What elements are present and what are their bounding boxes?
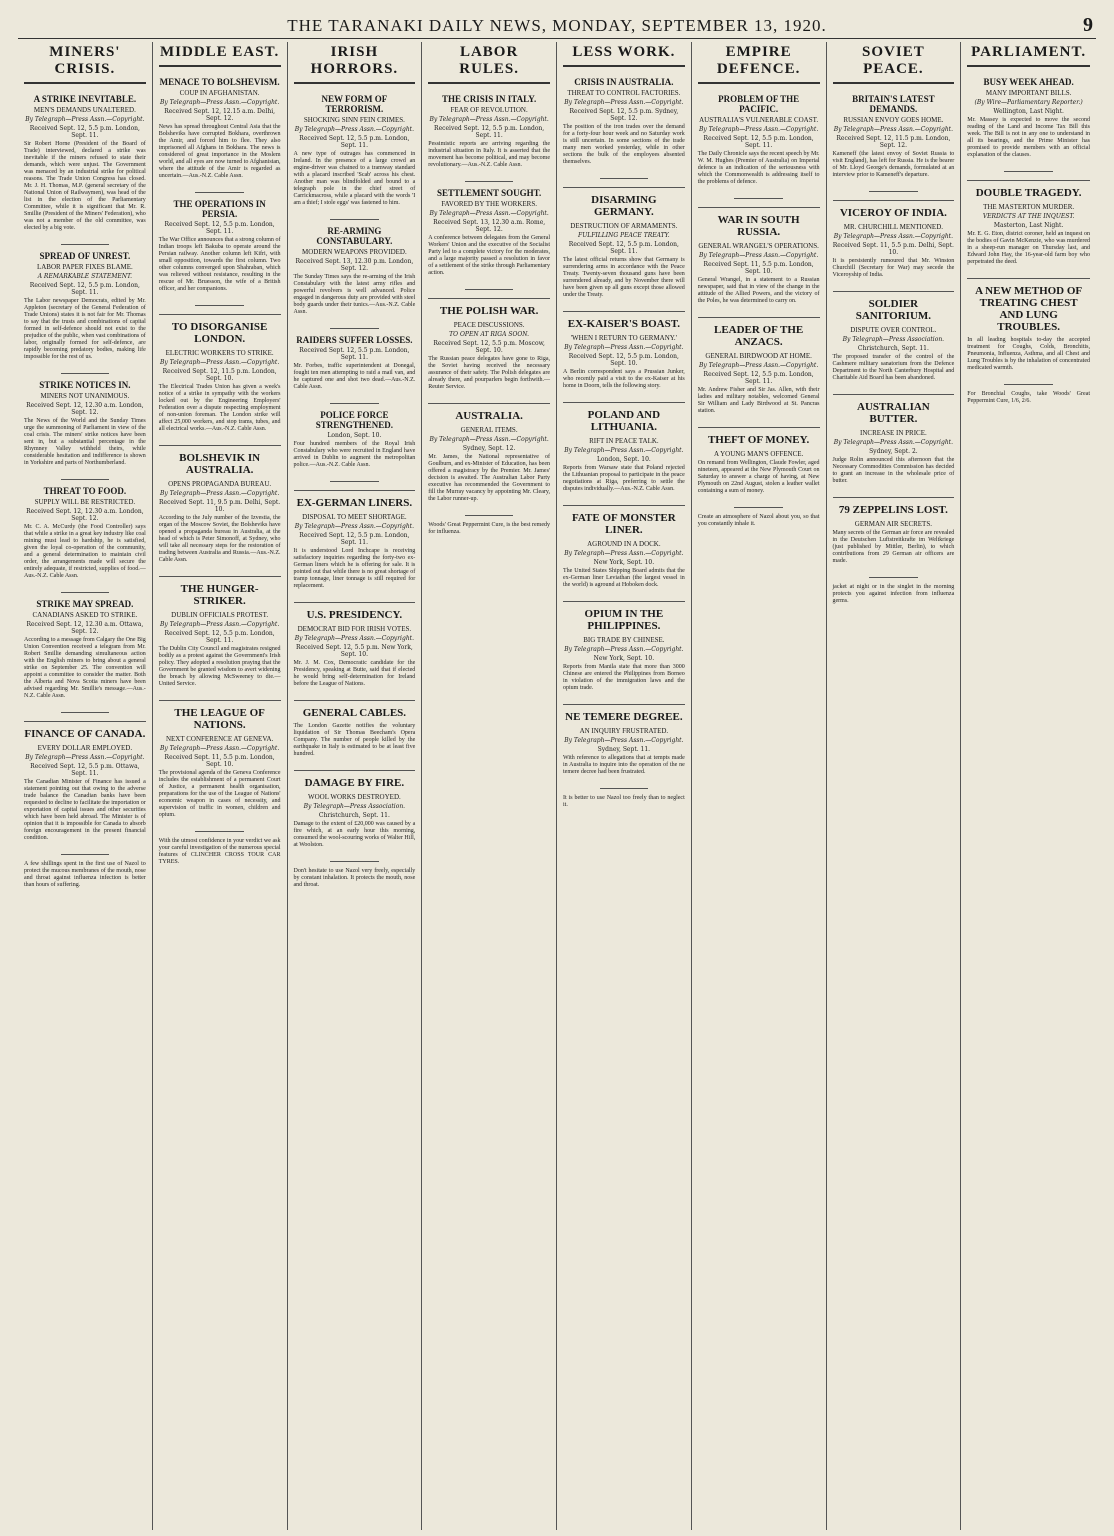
article-title: A STRIKE INEVITABLE. (33, 94, 137, 104)
article-body: Kameneff (the latest envoy of Soviet Russia to visit England), has left for Russia. He is the bearer of Mr. Lloyd George's demands, formulated at an interview prior to Kameneff's departure. (832, 151, 955, 178)
article-subheading: MODERN WEAPONS PROVIDED. (302, 248, 407, 256)
article-body: Sir Robert Horne (President of the Board of Trade) interviewed, declared a strike was inevitable if the miners refused to state their demands, which were unjust. The Government was menaced by an industrial strike for political reasons. The Trade Union Congress has closed. Mr. J. H. Thomas, M.P. (general secretary of the National Union of Railwaymen), was head of the list in the election of the Parliamentary Committee, while it is significant that Mr. R. Smillie (President of the Miners' Federation), who was not a member of the old committee, was elected by a big vote. (24, 141, 146, 231)
section (833, 394, 955, 485)
section-subheading: RIFT IN PEACE TALK. (589, 437, 659, 445)
section-dateline: Christchurch, Sept. 11. (318, 812, 390, 819)
section-byline: By Telegraph—Press Assn.—Copyright. (25, 754, 145, 761)
section (833, 200, 955, 279)
section-byline: By Telegraph—Press Assn.—Copyright. (564, 737, 684, 744)
section-subheading: WOOL WORKS DESTROYED. (308, 793, 401, 801)
article (159, 77, 281, 180)
article-dateline: Received Sept. 12, 11.5 p.m. London, Sept. 12. (836, 135, 951, 149)
section-subheading: GERMAN AIR SECRETS. (854, 520, 932, 528)
column (18, 42, 153, 1530)
section-heading: WAR IN SOUTH RUSSIA. (698, 207, 820, 238)
article-byline: By Telegraph—Press Assn.—Copyright. (429, 116, 549, 123)
article-title: SPREAD OF UNREST. (39, 251, 131, 261)
article-byline: By Telegraph—Press Assn.—Copyright. (159, 99, 280, 106)
section-body: A Berlin correspondent says a Prussian Junker, who recently paid a visit to the ex-Kaiser at his home in Doorn, tells the following story. (563, 369, 685, 389)
section-heading: EX-GERMAN LINERS. (294, 490, 416, 509)
article-byline: By Telegraph—Press Assn.—Copyright. (833, 126, 954, 133)
section-dateline: London, Sept. 10. (596, 456, 651, 463)
section-body: Reports from Manila state that more than 3000 Chinese are entered the Philippines from Borneo in violation of the immigration laws and the opium trade. (563, 664, 685, 691)
article-subheading: FAVORED BY THE WORKERS. (441, 200, 537, 208)
section-heading: FATE OF MONSTER LINER. (563, 505, 685, 536)
column-heading: LABOR RULES. (428, 42, 550, 84)
section (563, 601, 685, 692)
section (698, 317, 820, 415)
section (563, 402, 685, 493)
article-divider (330, 219, 379, 220)
article-title: BRITAIN'S LATEST DEMANDS. (852, 94, 935, 114)
article-body: A new type of outrages has commenced in Ireland. In the presence of a large crowd an engine-driver was chained to a tramway standard with a placard inscribed 'Scab' across his chest. Another man was blindfolded and bound to a telegraph pole in the chief street of Carrickmacross, while a placard with the words 'I am a thief; I stole eggs' was fastened to him. (293, 151, 416, 206)
section-byline: By Telegraph—Press Assn.—Copyright. (833, 233, 954, 240)
article (24, 94, 146, 232)
article-title: BUSY WEEK AHEAD. (983, 77, 1074, 87)
article-title: THREAT TO FOOD. (43, 486, 127, 496)
article-title: MENACE TO BOLSHEVISM. (159, 77, 280, 87)
section-subheading: EVERY DOLLAR EMPLOYED. (37, 744, 133, 752)
article-dateline: Wellington, Last Night. (993, 108, 1064, 115)
article (967, 77, 1090, 159)
article-divider (330, 481, 379, 482)
column-heading: MIDDLE EAST. (159, 42, 281, 67)
article-divider (195, 192, 244, 193)
section-byline: VERDICTS AT THE INQUEST. (982, 213, 1075, 220)
article-dateline: Received Sept. 12, 12.30 a.m. London, Sept. 12. (26, 508, 144, 522)
section-subheading: GENERAL WRANGEL'S OPERATIONS. (698, 242, 819, 250)
section-heading: A NEW METHOD OF TREATING CHEST AND LUNG TROUBLES. (967, 278, 1090, 333)
footer-divider (330, 861, 379, 862)
article-subheading: FEAR OF REVOLUTION. (450, 106, 528, 114)
section (833, 291, 955, 382)
section-subheading: 'WHEN I RETURN TO GERMANY.' (570, 334, 677, 342)
section-byline: By Telegraph—Press Assn.—Copyright. (429, 436, 549, 443)
section-body: The Canadian Minister of Finance has issued a statement pointing out that owing to the adverse trade balance the Canadian banks have been requested to decline to facilitate the importation or exportation of capital issues and other securities which have been held abroad. The Minister is of opinion that it is impossible for Canada to absorb foreign encouragement in the present financial condition. (24, 779, 146, 841)
section-subheading: THE MASTERTON MURDER. (983, 203, 1075, 211)
article (294, 410, 416, 469)
section (159, 445, 281, 564)
column-footer-ad: Create an atmosphere of Nazol about you, so that you constantly inhale it. (697, 514, 820, 527)
column (692, 42, 827, 1530)
section-subheading: GENERAL ITEMS. (460, 426, 518, 434)
section-body: The United States Shipping Board admits that the ex-German liner Leviathan (the largest vessel in the world) is aground at Hoboken dock. (563, 568, 685, 588)
section-dateline: Received Sept. 11, 5.5 p.m. London, Sept. 10. (703, 261, 814, 275)
footer-divider (465, 515, 514, 516)
section-dateline: Received Sept. 12, 5.5 p.m. London, Sept. 10. (568, 353, 679, 367)
article-divider (61, 244, 110, 245)
section-heading: OPIUM IN THE PHILIPPINES. (563, 601, 685, 632)
columns-container (18, 42, 1096, 1530)
section (563, 505, 685, 589)
section-body: It is persistently rumoured that Mr. Winston Churchill (Secretary for War) may secede the Viceroyship of India. (832, 258, 955, 278)
column-heading: MINERS' CRISIS. (24, 42, 146, 84)
section (563, 311, 685, 390)
section-heading: EX-KAISER'S BOAST. (563, 311, 685, 330)
article (159, 199, 281, 293)
masthead-title: THE TARANAKI DAILY NEWS, MONDAY, SEPTEMBER 13, 1920. (287, 16, 827, 35)
section (698, 427, 820, 495)
article (24, 599, 146, 700)
section-heading: BOLSHEVIK IN AUSTRALIA. (159, 445, 281, 476)
section (563, 704, 685, 776)
article-dateline: Received Sept. 13, 12.30 p.m. London, Sept. 12. (295, 258, 414, 272)
article-byline: By Telegraph—Press Assn.—Copyright. (698, 126, 819, 133)
section-byline: By Telegraph—Press Assn.—Copyright. (564, 646, 684, 653)
section-body: According to the July number of the Izvestia, the organ of the Moscow Soviet, the Bolsheviks have opened a propaganda bureau in Australia, at the head of which is Peter Simonoff, at Sydney, who will take all necessary steps for the restoration of trading between Australia and Russia.—Aus.-N.Z. Cable Assn. (158, 515, 281, 563)
article-body: The Daily Chronicle says the recent speech by Mr. W. M. Hughes (Premier of Australia) on Imperial defence is an indication of the seriousness with which the Commonwealth is addressing itself to the problems of defence. (697, 151, 820, 185)
section-body: Many secrets of the German air force are revealed in the Deutschen Luftstreitkrafte im Weltkriege (just published by Mittler, Berlin), to which contributions from 29 German air officers are made. (832, 530, 955, 564)
column-footer-ad: It is better to use Nazol too freely than to neglect it. (563, 795, 685, 808)
article-subheading: CANADIANS ASKED TO STRIKE. (32, 611, 138, 619)
section-dateline: Sydney, Sept. 12. (462, 445, 516, 452)
section-subheading: MR. CHURCHILL MENTIONED. (843, 223, 944, 231)
article-dateline: Received Sept. 12, 5.5 p.m. Sydney, Sept. 12. (569, 108, 679, 122)
article-divider (195, 305, 244, 306)
article-title: THE OPERATIONS IN PERSIA. (173, 199, 266, 219)
section-byline: By Telegraph—Press Assn.—Copyright. (564, 344, 684, 351)
article (428, 94, 550, 169)
article-divider (869, 191, 918, 192)
article-dateline: Received Sept. 12, 5.5 p.m. London, Sept. 11. (29, 282, 140, 296)
section-subheading: DEMOCRAT BID FOR IRISH VOTES. (297, 625, 412, 633)
section-subheading: ELECTRIC WORKERS TO STRIKE. (165, 349, 274, 357)
section-heading: TO DISORGANISE LONDON. (159, 314, 281, 345)
article-divider (1004, 171, 1053, 172)
section-subheading: AN INQUIRY FRUSTRATED. (579, 727, 669, 735)
article-divider (600, 178, 649, 179)
article (24, 380, 146, 467)
article-body: Mr. C. A. McCurdy (the Food Controller) says that while a strike in a great key industry like coal mining must lead to hardship, he is satisfied, given the loyal co-operation of the community, and a general determination to maintain civil order, the arrangements made will secure the entirely adequate, if restricted, supplies of food.—Aus.-N.Z. Cable Assn. (24, 524, 146, 579)
section-dateline: Received Sept. 12, 11.5 p.m. London, Sept. 10. (162, 368, 277, 382)
article-body: News has spread throughout Central Asia that the Bolsheviks have corrupted Bokhara, overthrown the Amir, and forced him to flee. They also imprisoned all Afghans in Bokhara. The news is considered of great importance in the Moslem world, and all eyes are now turned to Afghanistan, where the attitude of the Amir is regarded as uncertain.—Aus.-N.Z. Cable Assn. (158, 124, 281, 179)
article-dateline: Received Sept. 12, 12.30 a.m. London, Sept. 12. (26, 402, 144, 416)
section-heading: THE POLISH WAR. (428, 298, 550, 317)
section (159, 314, 281, 433)
article-subheading: RUSSIAN ENVOY GOES HOME. (843, 116, 944, 124)
article-divider (734, 198, 783, 199)
column (422, 42, 557, 1530)
section-dateline: Received Sept. 12, 5.5 p.m. London, Sept. 11. (568, 241, 679, 255)
section-body: Mr. J. M. Cox, Democratic candidate for the Presidency, speaking at Butte, said that if elected he would bring self-determination for Ireland before the League of Nations. (293, 660, 416, 687)
section-subheading: NEXT CONFERENCE AT GENEVA. (165, 735, 274, 743)
section-byline: By Telegraph—Press Assn.—Copyright. (159, 490, 280, 497)
article-body: According to a message from Calgary the One Big Union Convention received a telegram from Mr. Robert Smillie demanding simultaneous action with the English miners to bring about a general strike on September 25. The convention will appoint a committee to consider the matter. Both the Alberta and Nova Scotia miners have been advised regarding Mr. Smillie's message.—Aus.-N.Z. Cable Assn. (24, 637, 146, 699)
article-byline: By Telegraph—Press Assn.—Copyright. (429, 210, 549, 217)
article (294, 335, 416, 391)
article (428, 188, 550, 277)
section-heading: NE TEMERE DEGREE. (563, 704, 685, 723)
section-subheading: BIG TRADE BY CHINESE. (583, 636, 665, 644)
column-footer-ad: For Bronchial Coughs, take Woods' Great Peppermint Cure, 1/6, 2/6. (967, 391, 1090, 404)
article-subheading: LABOR PAPER FIXES BLAME. (36, 263, 133, 271)
section-dateline: Christchurch, Sept. 11. (857, 345, 929, 352)
section-byline: By Telegraph—Press Assn.—Copyright. (564, 447, 684, 454)
article-body: A conference between delegates from the General Workers' Union and the executive of the Socialist Party led to a complete victory for the moderates, and a large majority passed a resolution in favor of a settlement of the strike through Parliamentary action. (428, 235, 550, 276)
article-byline: By Telegraph—Press Assn.—Copyright. (25, 116, 145, 123)
section-subheading: DUBLIN OFFICIALS PROTEST. (171, 611, 269, 619)
section-subheading: OPENS PROPAGANDA BUREAU. (168, 480, 272, 488)
section-subheading: INCREASE IN PRICE. (860, 429, 927, 437)
article-body: The position of the iron trades over the demand for a forty-four hour week and no Saturday work is still uncertain. In some sections of the trade many men worked yesterday, while in other sections the bulk of the employees absented themselves. (563, 124, 685, 165)
column-footer-ad: With the utmost confidence in your verdict we ask your careful investigation of the numerous special features of CLINCHER CROSS TOUR CAR TYRES. (158, 838, 281, 865)
section-body: General Wrangel, in a statement to a Russian newspaper, said that in view of the change in the attitude of the Allied Powers, and the victory of the Poles, he was determined to carry on. (697, 277, 820, 304)
section-byline: By Telegraph—Press Assn.—Copyright. (564, 550, 684, 557)
article-title: STRIKE NOTICES IN. (39, 380, 131, 390)
article-subheading: COUP IN AFGHANISTAN. (179, 89, 260, 97)
column-heading: IRISH HORRORS. (294, 42, 416, 84)
article-body: The Sunday Times says the re-arming of the Irish Constabulary with the latest army rifles and powerful revolvers is well advanced. Police engaged in dangerous duty are provided with steel body guards under their tunics.—Aus.-N.Z. Cable Assn. (293, 274, 416, 315)
section-body: Mr. Andrew Fisher and Sir Jas. Allen, with their ladies and military notables, welcomed General Sir William and Lady Birdwood at St. Pancras station. (697, 387, 820, 414)
section-byline: By Telegraph—Press Assn.—Copyright. (698, 362, 819, 369)
article-byline: (By Wire—Parliamentary Reporter.) (974, 99, 1083, 106)
section-dateline: Received Sept. 12, 5.5 p.m. London, Sept. 11. (703, 371, 814, 385)
section-body: Mr. James, the National representative of Goulburn, and ex-Minister of Education, has been offered a magistracy by the Premier. Mr. James' decision is awaited. The Australian Labor Party executive has recommended the Government to fill the Murray vacancy by appointing Mr. Cleary, the Labor runner-up. (428, 454, 550, 502)
section-heading: THE LEAGUE OF NATIONS. (159, 700, 281, 731)
article-divider (330, 403, 379, 404)
section-byline: By Telegraph—Press Assn.—Copyright. (294, 523, 415, 530)
masthead-rule (18, 38, 1096, 39)
footer-divider (734, 507, 783, 508)
section-dateline: Received Sept. 11, 5.5 p.m. London, Sept. 10. (164, 754, 275, 768)
article-body: Pessimistic reports are arriving regarding the industrial situation in Italy. It is asserted that the movement has become political, and may become revolutionary.—Aus.-N.Z. Cable Assn. (428, 141, 550, 168)
section-byline: TO OPEN AT RIGA SOON. (449, 331, 530, 338)
column-heading: EMPIRE DEFENCE. (698, 42, 820, 84)
section-dateline: Masterton, Last Night. (993, 222, 1064, 229)
article-subheading: AUSTRALIA'S VULNERABLE COAST. (699, 116, 819, 124)
section-body: Reports from Warsaw state that Poland rejected the Lithuanian proposal to participate in the peace negotiations at Riga, preferring to settle the disputes individually.—Aus.-N.Z. Cable Assn. (563, 465, 685, 492)
article-subheading: SHOCKING SINN FEIN CRIMES. (303, 116, 405, 124)
article-byline: By Telegraph—Press Assn.—Copyright. (564, 99, 684, 106)
article-subheading: MANY IMPORTANT BILLS. (985, 89, 1072, 97)
section-byline: By Telegraph—Press Assn.—Copyright. (698, 252, 819, 259)
section-heading: AUSTRALIA. (428, 403, 550, 422)
article-dateline: Received Sept. 12, 5.5 p.m. London, Sept. 11. (164, 221, 275, 235)
article-subheading: SUPPLY WILL BE RESTRICTED. (34, 498, 136, 506)
article-dateline: London, Sept. 10. (327, 432, 382, 439)
section-body: On remand from Wellington, Claude Fowler, aged nineteen, appeared at the New Plymouth Court on Saturday to answer a charge of having, at New Plymouth on 22nd August, stolen a leather wallet containing a sum of money. (697, 460, 820, 494)
footer-divider (869, 577, 918, 578)
article (24, 251, 146, 361)
page-number: 9 (1083, 14, 1094, 36)
section-body: It is understood Lord Inchcape is receiving satisfactory inquiries regarding the forty-two ex-German liners which he is offering for sale. It is pointed out that while there is no great shortage of tramp tonnage, liner tonnage is still required for replacement. (293, 548, 416, 589)
footer-divider (600, 788, 649, 789)
footer-divider (195, 831, 244, 832)
section-dateline: New York, Sept. 10. (593, 655, 655, 662)
article (698, 94, 820, 186)
section (833, 497, 955, 565)
article-title: CRISIS IN AUSTRALIA. (574, 77, 674, 87)
section (159, 576, 281, 688)
article-dateline: Received Sept. 12, 5.5 p.m. London, Sept. 11. (703, 135, 814, 149)
section-heading: SOLDIER SANITORIUM. (833, 291, 955, 322)
article-subheading: MEN'S DEMANDS UNALTERED. (33, 106, 136, 114)
section-byline: By Telegraph—Press Association. (842, 336, 945, 343)
section-dateline: New York, Sept. 10. (593, 559, 655, 566)
article-body: Mr. Massey is expected to move the second reading of the Land and Income Tax Bill this week. The Bill is not in any one to understand in all its bearings, and the Prime Minister has promised to provide members with an official explanation of the clauses. (967, 117, 1090, 158)
section-heading: FINANCE OF CANADA. (24, 721, 146, 740)
section-body: The latest official returns show that Germany is surrendering arms in accordance with the Peace Treaty. Twenty-seven thousand guns have been surrendered already, and by November there will have been given up all guns except those allowed under the Treaty. (563, 257, 685, 298)
section-dateline: Received Sept. 12, 5.5 p.m. London, Sept. 11. (299, 532, 410, 546)
section-byline: By Telegraph—Press Association. (303, 803, 406, 810)
section-subheading: DISPOSAL TO MEET SHORTAGE. (302, 513, 407, 521)
section-heading: DAMAGE BY FIRE. (294, 770, 416, 789)
article-subheading: THREAT TO CONTROL FACTORIES. (567, 89, 681, 97)
article-dateline: Received Sept. 12, 5.5 p.m. London, Sept. 11. (29, 125, 140, 139)
section (428, 403, 550, 503)
section-heading: DOUBLE TRAGEDY. (967, 180, 1090, 199)
article-byline: A REMARKABLE STATEMENT. (37, 273, 133, 280)
article (24, 486, 146, 580)
section-dateline: Sydney, Sept. 11. (597, 746, 651, 753)
article-dateline: Received Sept. 12, 5.5 p.m. London, Sept. 11. (434, 125, 545, 139)
article-body: The Labor newspaper Democrats, edited by Mr. Appleton (secretary of the General Federation of Trade Unions) states it is not fair for Mr. Thomas to say that the trusts and combinations of capital formed in self-defence should not exist to the prejudice of the public, when vast combinations of labor, originally formed for self-defence, are rapidly becoming predatory bodies, making life impossible for the rest of us. (24, 298, 146, 360)
article-dateline: Received Sept. 12, 5.5 p.m. London, Sept. 11. (299, 135, 410, 149)
section (159, 700, 281, 819)
section-dateline: Received Sept. 11, 5.5 p.m. Delhi, Sept. 10. (832, 242, 954, 256)
section-body: Mr. E. G. Eton, district coroner, held an inquest on the bodies of Gavin McKenzie, who was murdered in a sheep-run manager on Thursday last, and Edward John Hay, the 16-year-old farm boy who perpetrated the deed. (967, 231, 1090, 265)
section-body: The Electrical Trades Union has given a week's notice of a strike in sympathy with the workers locked out by the Engineering Employers' Federation over a dispute respecting employment of non-union foreman. The London strike will affect 25,000 workers, and stop trams, tubes, and all electrical works.—Aus.-N.Z. Cable Assn. (158, 384, 281, 432)
column-footer-ad: Don't hesitate to use Nazol very freely, especially by constant inhalation. It protects the mouth, nose and throat. (293, 868, 416, 888)
section-body: The proposed transfer of the control of the Cashmere military sanatorium from the Defence Department to the North Canterbury Hospital and Charitable Aid Board has been abandoned. (832, 354, 955, 381)
article-dateline: Received Sept. 12, 12.15 a.m. Delhi, Sept. 12. (164, 108, 276, 122)
section-dateline: Received Sept. 11, 9.5 p.m. Delhi, Sept. 10. (159, 499, 281, 513)
column-heading: SOVIET PEACE. (833, 42, 955, 84)
article-title: STRIKE MAY SPREAD. (36, 599, 134, 609)
section-byline: By Telegraph—Press Assn.—Copyright. (159, 745, 280, 752)
section-body: The Dublin City Council and magistrates resigned bodily as a protest against the Government's Irish policy. They adopted a resolution praying that the Government be granted wisdom to avert widening the breach by allowing McSweeney to die.—United Service. (158, 646, 281, 687)
section-body: With reference to allegations that at tempts made in Australia to inquire into the operation of the ne temere decree had been frustrated. (563, 755, 685, 775)
section (294, 770, 416, 849)
column (827, 42, 962, 1530)
section-body: The Russian peace delegates have gone to Riga, the Soviet having received the necessary assurance of their safety. The Polish delegates are already there, and pourparlers begin forthwith.—Reuter Service. (428, 356, 550, 390)
article-body: Four hundred members of the Royal Irish Constabulary who were recruited in England have arrived in Dublin to augment the metropolitan police.—Aus.-N.Z. Cable Assn. (293, 441, 416, 468)
article-title: SETTLEMENT SOUGHT. (437, 188, 542, 198)
section-heading: THEFT OF MONEY. (698, 427, 820, 446)
section-byline: By Telegraph—Press Assn.—Copyright. (833, 439, 954, 446)
section-dateline: Received Sept. 12, 5.5 p.m. London, Sept. 11. (164, 630, 275, 644)
article (294, 94, 416, 207)
section-subheading: AGROUND IN A DOCK. (587, 540, 661, 548)
article-byline: By Telegraph—Press Assn.—Copyright. (294, 126, 415, 133)
article-body: The News of the World and the Sunday Times urge the summoning of Parliament in view of the coal crisis. The miners' strike notices have been sent in, but a substantial percentage in the Rhymney Valley withheld theirs, while considerable hesitation and indifference is shown in Yorkshire and parts of Northumberland. (24, 418, 146, 466)
column (288, 42, 423, 1530)
section-heading: DISARMING GERMANY. (563, 187, 685, 218)
section-dateline: Received Sept. 12, 5.5 p.m. New York, Sept. 10. (295, 644, 413, 658)
section (698, 207, 820, 305)
section (294, 490, 416, 590)
article-divider (61, 592, 110, 593)
section-subheading: DESTRUCTION OF ARMAMENTS. (570, 222, 678, 230)
section-dateline: Sydney, Sept. 2. (869, 448, 918, 455)
article (563, 77, 685, 166)
article-body: Mr. Forbes, traffic superintendent at Donegal, fought ten men attempting to raid a mail van, and he captured one and shot two dead.—Aus.-N.Z. Cable Assn. (293, 363, 416, 390)
section (967, 180, 1090, 266)
column-heading: LESS WORK. (563, 42, 685, 67)
section-body: The provisional agenda of the Geneva Conference includes the establishment of a permanent Court of Justice, a permanent health organisation, preparations for the use of the League of Nations' economic weapon in cases of necessity, and supervision of traffic in women, children and opium. (158, 770, 281, 818)
section (294, 602, 416, 688)
article-title: RAIDERS SUFFER LOSSES. (296, 335, 413, 345)
column (153, 42, 288, 1530)
section-byline: By Telegraph—Press Assn.—Copyright. (294, 635, 415, 642)
section (428, 298, 550, 391)
article-divider (465, 289, 514, 290)
section-heading: U.S. PRESIDENCY. (294, 602, 416, 621)
section-body: In all leading hospitals to-day the accepted treatment for Coughs, Colds, Bronchitis, Pneumonia, Influenza, Asthma, and all Chest and Lung Troubles is by the inhalation of concentrated medicated warmth. (967, 337, 1090, 371)
section-body: Damage to the extent of £20,000 was caused by a fire which, at an early hour this morning, consumed the wool-scouring works of Walter Hill, at Woolston. (293, 821, 416, 848)
article-dateline: Received Sept. 12, 12.30 a.m. Ottawa, Sept. 12. (26, 621, 144, 635)
section-heading: VICEROY OF INDIA. (833, 200, 955, 219)
column-footer-ad: Woods' Great Peppermint Cure, is the best remedy for influenza. (428, 522, 550, 535)
column (961, 42, 1096, 1530)
article-title: RE-ARMING CONSTABULARY. (316, 226, 393, 246)
section-subheading: DISPUTE OVER CONTROL. (850, 326, 937, 334)
article-title: NEW FORM OF TERRORISM. (321, 94, 388, 114)
section-subheading: PEACE DISCUSSIONS. (453, 321, 525, 329)
article-dateline: Received Sept. 13, 12.30 a.m. Rome, Sept. 12. (433, 219, 546, 233)
section-subheading: GENERAL BIRDWOOD AT HOME. (705, 352, 812, 360)
section (294, 700, 416, 758)
article (294, 226, 416, 316)
column (557, 42, 692, 1530)
section-byline: By Telegraph—Press Assn.—Copyright. (159, 359, 280, 366)
masthead (20, 14, 1094, 38)
section-heading: LEADER OF THE ANZACS. (698, 317, 820, 348)
article-divider (61, 712, 110, 713)
section-body: The London Gazette notifies the voluntary liquidation of Sir Thomas Beecham's Opera Company. The number of people killed by the earthquake in Italy is estimated to be at least five hundred. (293, 723, 416, 757)
section-dateline: Received Sept. 12, 5.5 p.m. Moscow, Sept. 10. (433, 340, 545, 354)
section (563, 187, 685, 299)
article-title: POLICE FORCE STRENGTHENED. (315, 410, 394, 430)
section (24, 721, 146, 842)
column-heading: PARLIAMENT. (967, 42, 1090, 67)
section-byline: FULFILLING PEACE TREATY. (578, 232, 670, 239)
section-heading: GENERAL CABLES. (294, 700, 416, 719)
article-divider (330, 328, 379, 329)
section-heading: THE HUNGER-STRIKER. (159, 576, 281, 607)
article-title: PROBLEM OF THE PACIFIC. (718, 94, 800, 114)
section-heading: AUSTRALIAN BUTTER. (833, 394, 955, 425)
article (833, 94, 955, 179)
column-footer-ad: A few shillings spent in the first use of Nazol to protect the mucous membranes of the mouth, nose and throat against influenza infection is better than hours of suffering. (24, 861, 146, 888)
article-divider (61, 373, 110, 374)
article-body: The War Office announces that a strong column of Indian troops left Bakuba to operate around the Persian railway. Another column left Kifri, with small opposition, towards the first column. Two other columns converged upon Shahraban, which was relieved without resistance, resulting in the rescue of Mr. Bruesson, the wife of a British officer, and her companions. (158, 237, 281, 292)
section (967, 278, 1090, 372)
section-dateline: Received Sept. 12, 5.5 p.m. Ottawa, Sept. 11. (30, 763, 140, 777)
section-heading: 79 ZEPPELINS LOST. (833, 497, 955, 516)
article-subheading: MINERS NOT UNANIMOUS. (40, 392, 130, 400)
column-footer-ad: jacket at night or in the singlet in the morning protects you against infection from influenza germs. (832, 584, 955, 604)
article-divider (61, 479, 110, 480)
article-divider (465, 181, 514, 182)
section-body: Judge Rolin announced this afternoon that the Necessary Commodities Commission has decided to grant an increase in the wholesale price of butter. (832, 457, 955, 484)
article-title: THE CRISIS IN ITALY. (442, 94, 537, 104)
section-heading: POLAND AND LITHUANIA. (563, 402, 685, 433)
article-dateline: Received Sept. 12, 5.5 p.m. London, Sept. 11. (299, 347, 410, 361)
section-subheading: A YOUNG MAN'S OFFENCE. (713, 450, 804, 458)
footer-divider (61, 854, 110, 855)
footer-divider (1004, 384, 1053, 385)
section-byline: By Telegraph—Press Assn.—Copyright. (159, 621, 280, 628)
